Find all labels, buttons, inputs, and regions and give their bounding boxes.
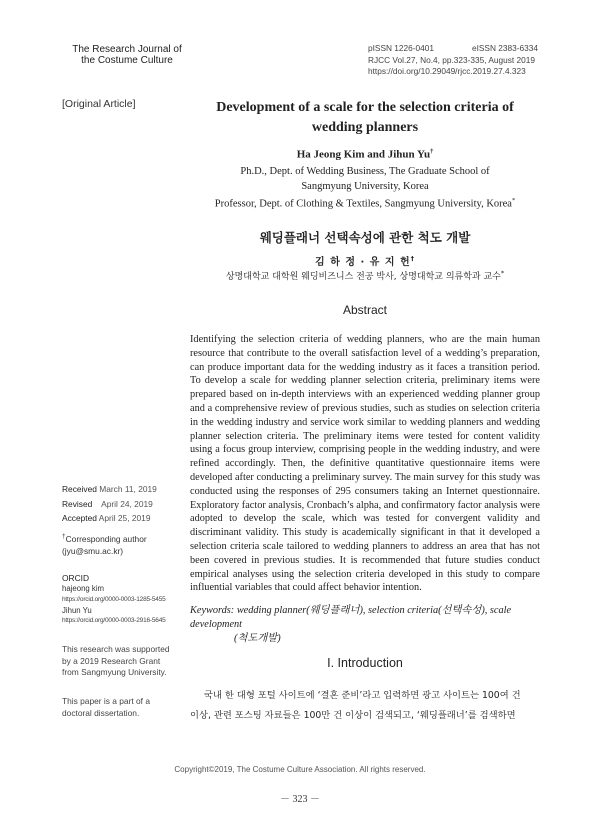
korean-affiliation-text: 상명대학교 대학원 웨딩비즈니스 전공 박사, 상명대학교 의류학과 교수 <box>225 272 501 282</box>
article-type: [Original Article] <box>62 98 136 110</box>
paper-title-line2: wedding planners <box>311 120 419 135</box>
accepted-label: Accepted <box>62 513 97 523</box>
corresponding-author <box>62 531 182 557</box>
keywords <box>190 604 540 646</box>
journal-name <box>62 44 192 66</box>
received-dates <box>62 482 182 526</box>
keywords-line2: (척도개발) <box>234 633 281 644</box>
corr-mark: † <box>62 533 66 540</box>
funding-note <box>62 644 182 679</box>
orcid1-name: hajeong kim <box>62 584 105 593</box>
keywords-line1: wedding planner(웨딩플래너), selection criteria(선택속성), scale development <box>190 605 512 630</box>
journal-name-line1: The Research Journal of <box>72 44 182 55</box>
korean-authors <box>190 253 540 268</box>
body-text <box>190 686 542 726</box>
affiliations <box>170 165 560 212</box>
orcid2-name: Jihun Yu <box>62 605 92 615</box>
affiliation-mark: * <box>511 197 516 204</box>
affiliation-line1: Ph.D., Dept. of Wedding Business, The Graduate School of <box>240 166 490 177</box>
funding-line2: by a 2019 Research Grant <box>62 655 161 666</box>
affiliation-line2: Sangmyung University, Korea <box>301 180 429 192</box>
orcid1-url[interactable]: https://orcid.org/0000-0003-1285-5455 <box>62 595 166 603</box>
affiliation-line3: Professor, Dept. of Clothing & Textiles, Sangmyung University, Korea <box>214 198 512 210</box>
authors-mark: † <box>430 148 434 155</box>
korean-authors-names: 김 하 정 · 유 지 헌 <box>315 257 411 268</box>
korean-affiliation-mark: * <box>500 269 505 277</box>
authors <box>190 148 540 161</box>
keywords-label: Keywords: <box>190 605 235 616</box>
citation: RJCC Vol.27, No.4, pp.323-335, August 2019 <box>368 54 535 65</box>
korean-affiliation <box>170 269 560 282</box>
funding-line1: This research was supported <box>62 644 170 654</box>
section-heading: I. Introduction <box>327 656 403 670</box>
abstract-text: Identifying the selection criteria of wedding planners, who are the main human resource that contribute to the overall satisfaction level of a wedding’s preparation, can produce important data for the wedding industry as it faces a transition period. To develop a scale for wedding planner selection criteria, preliminary items were prepared based on in-depth interviews with an experienced wedding planner group and a comprehensive review of previous studies, such as studies on selection criteria in the wedding industry and service work similar to wedding planners and wedding planner selection criteria. The preliminary items were tested for content validity using a focus group interview, comprising people in the wedding industry, and were refined accordingly. Then, the definitive quantitative questionnaire items were developed after conducting a preliminary survey. The main survey for this study was conducted using the responses of 295 consumers taking an Internet questionnaire. Exploratory factor analysis, Cronbach’s alpha, and confirmatory factor analysis were adopted to develop the scale, which was tested for convergent validity and discriminant validity. This study is academically significant in that it developed a selection criteria scale tailored to wedding planners to address an area that has not been covered in previous studies. It is recommended that future studies conduct empirical analyses using the selection criteria developed in this study to compare influential variables that could affect behavior intention. <box>190 334 540 594</box>
issn-block <box>368 43 538 78</box>
copyright: Copyright©2019, The Costume Culture Association. All rights reserved. <box>174 765 426 774</box>
received-date: March 11, 2019 <box>99 484 157 494</box>
paper-title-line1: Development of a scale for the selection criteria of <box>216 100 514 115</box>
page-number: － 323 － <box>280 794 320 805</box>
orcid-heading: ORCID <box>62 573 89 583</box>
journal-name-line2: the Costume Culture <box>81 55 173 66</box>
orcid2-url[interactable]: https://orcid.org/0000-0003-2916-5645 <box>62 617 166 625</box>
eissn: eISSN 2383-6334 <box>471 43 538 53</box>
corr-email[interactable]: (jyu@smu.ac.kr) <box>62 545 124 556</box>
doi-link[interactable]: https://doi.org/10.29049/rjcc.2019.27.4.323 <box>368 66 526 77</box>
pissn: pISSN 1226-0401 <box>368 43 434 53</box>
abstract-heading: Abstract <box>342 303 387 317</box>
revised-label: Revised <box>62 498 93 509</box>
body-line1: 국내 한 대형 포털 사이트에 ‘결혼 준비’라고 입력하면 광고 사이트는 100여 건 <box>204 690 521 701</box>
corr-label: Corresponding author <box>65 533 147 544</box>
orcid-block <box>62 572 182 627</box>
korean-authors-mark: † <box>410 254 415 263</box>
accepted-date: April 25, 2019 <box>98 513 151 523</box>
paper-title <box>190 98 540 138</box>
revised-date: April 24, 2019 <box>101 498 153 509</box>
funding-line3: from Sangmyung University. <box>62 667 167 677</box>
body-line2: 이상, 관련 포스팅 자료들은 100만 건 이상이 검색되고, ‘웨딩플래너’를 검색하면 <box>190 710 516 721</box>
received-label: Received <box>62 484 97 494</box>
dissertation-note <box>62 696 182 719</box>
korean-title: 웨딩플래너 선택속성에 관한 척도 개발 <box>259 230 471 245</box>
dissertation-line1: This paper is a part of a <box>62 696 150 706</box>
dissertation-line2: doctoral dissertation. <box>62 707 140 718</box>
authors-names: Ha Jeong Kim and Jihun Yu <box>296 148 431 161</box>
